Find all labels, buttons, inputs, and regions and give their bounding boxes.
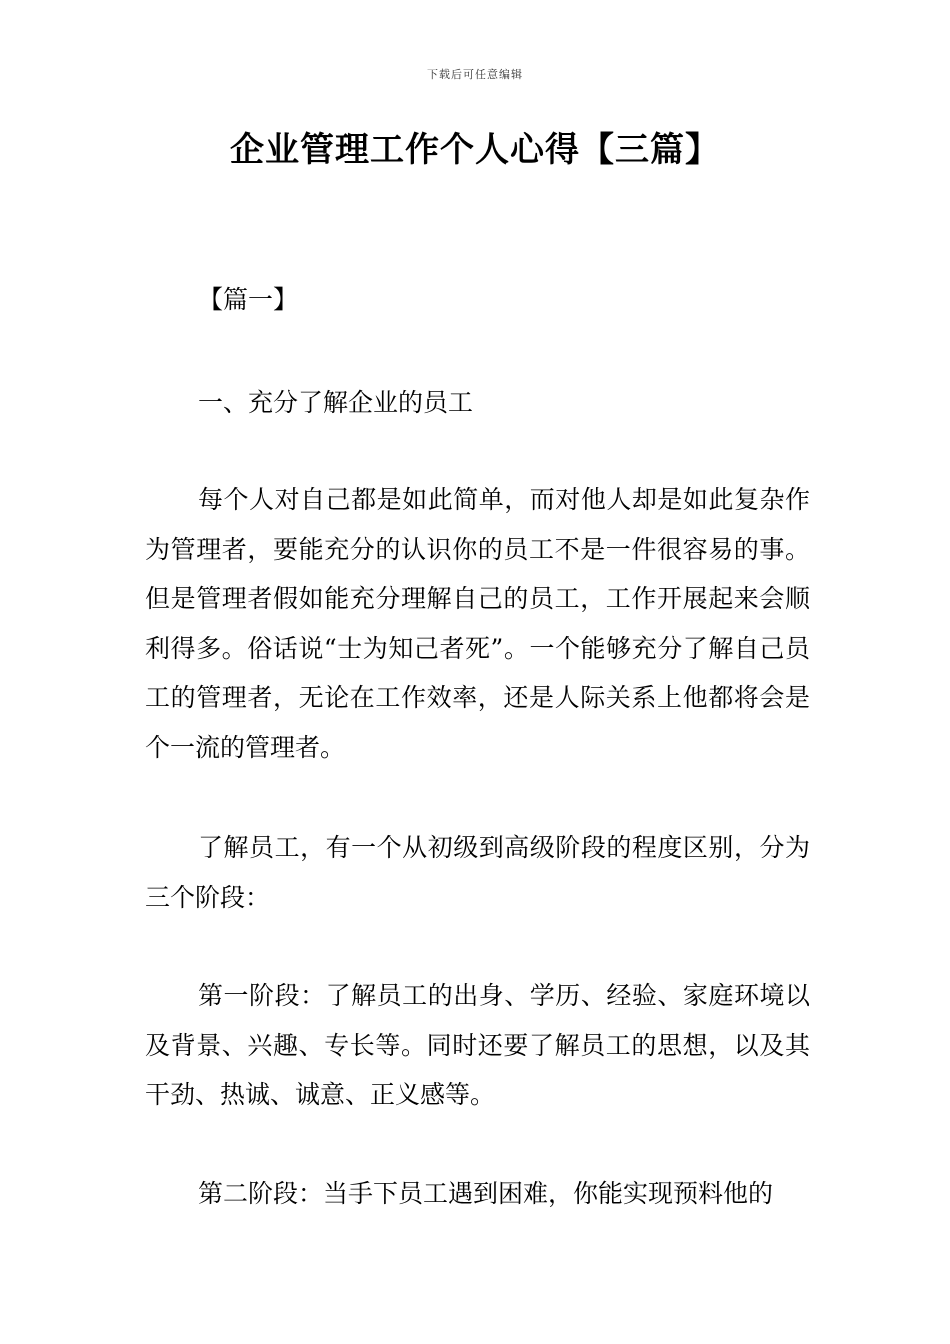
subsection-heading: 一、充分了解企业的员工 bbox=[198, 388, 474, 417]
paragraph: 每个人对自己都是如此简单，而对他人却是如此复杂作为管理者，要能充分的认识你的员工不是一件很容易的事。但是管理者假如能充分理解自己的员工，工作开展起来会顺利得多。俗话说“士为知己者死”。一个能够充分了解自己员工的管理者，无论在工作效率，还是人际关系上他都将会是个一流的管理者。 bbox=[145, 485, 810, 762]
header-note: 下载后可任意编辑 bbox=[427, 68, 523, 81]
paragraph: 第一阶段：了解员工的出身、学历、经验、家庭环境以及背景、兴趣、专长等。同时还要了解员工的思想，以及其干劲、热诚、诚意、正义感等。 bbox=[145, 981, 810, 1109]
paragraph: 第二阶段：当手下员工遇到困难，你能实现预料他的 bbox=[198, 1179, 774, 1208]
document-title: 企业管理工作个人心得【三篇】 bbox=[230, 130, 720, 170]
section-label: 【篇一】 bbox=[198, 285, 299, 314]
paragraph: 了解员工，有一个从初级到高级阶段的程度区别，分为三个阶段： bbox=[145, 833, 810, 912]
